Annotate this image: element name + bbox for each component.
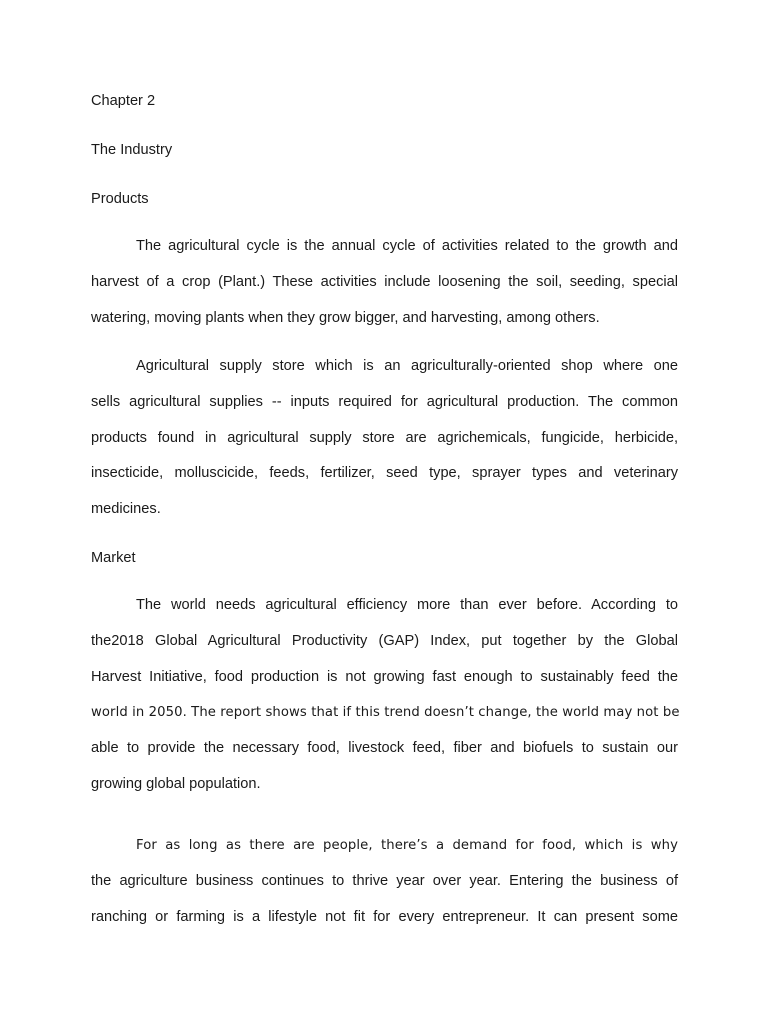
- paragraph-line: sells agricultural supplies -- inputs required for agricultural production. The common: [91, 393, 678, 410]
- products-subheading: Products: [91, 191, 149, 207]
- paragraph-line: Harvest Initiative, food production is not growing fast enough to sustainably feed the: [91, 668, 678, 685]
- paragraph-food-demand: [91, 828, 678, 935]
- paragraph-line: medicines.: [91, 501, 161, 518]
- paragraph-line: The agricultural cycle is the annual cycle of activities related to the growth and: [136, 238, 678, 254]
- paragraph-line: able to provide the necessary food, livestock feed, fiber and biofuels to sustain our: [91, 740, 678, 757]
- paragraph-line: the2018 Global Agricultural Productivity (GAP) Index, put together by the Global: [91, 632, 678, 649]
- paragraph-line: Agricultural supply store which is an agriculturally-oriented shop where one: [136, 358, 678, 374]
- paragraph-supply-store: [91, 349, 678, 528]
- paragraph-line: The world needs agricultural efficiency more than ever before. According to: [136, 597, 678, 613]
- chapter-heading: Chapter 2: [91, 93, 156, 109]
- paragraph-agricultural-efficiency: [91, 588, 678, 803]
- paragraph-line: world in 2050. The report shows that if this trend doesn’t change, the world may not be: [91, 705, 680, 721]
- paragraph-line: For as long as there are people, there’s a demand for food, which is why: [136, 838, 678, 853]
- paragraph-line: growing global population.: [91, 775, 261, 792]
- paragraph-line: the agriculture business continues to thrive year over year. Entering the business of: [91, 872, 678, 889]
- paragraph-line: products found in agricultural supply store are agrichemicals, fungicide, herbicide,: [91, 429, 678, 446]
- paragraph-line: harvest of a crop (Plant.) These activities include loosening the soil, seeding, special: [91, 273, 678, 290]
- paragraph-agricultural-cycle: [91, 229, 678, 336]
- paragraph-line: watering, moving plants when they grow bigger, and harvesting, among others.: [91, 309, 600, 326]
- market-subheading: Market: [91, 550, 136, 566]
- paragraph-line: insecticide, molluscicide, feeds, fertilizer, seed type, sprayer types and veterinary: [91, 465, 678, 482]
- paragraph-line: ranching or farming is a lifestyle not fit for every entrepreneur. It can present some: [91, 908, 678, 925]
- section-title: The Industry: [91, 142, 173, 158]
